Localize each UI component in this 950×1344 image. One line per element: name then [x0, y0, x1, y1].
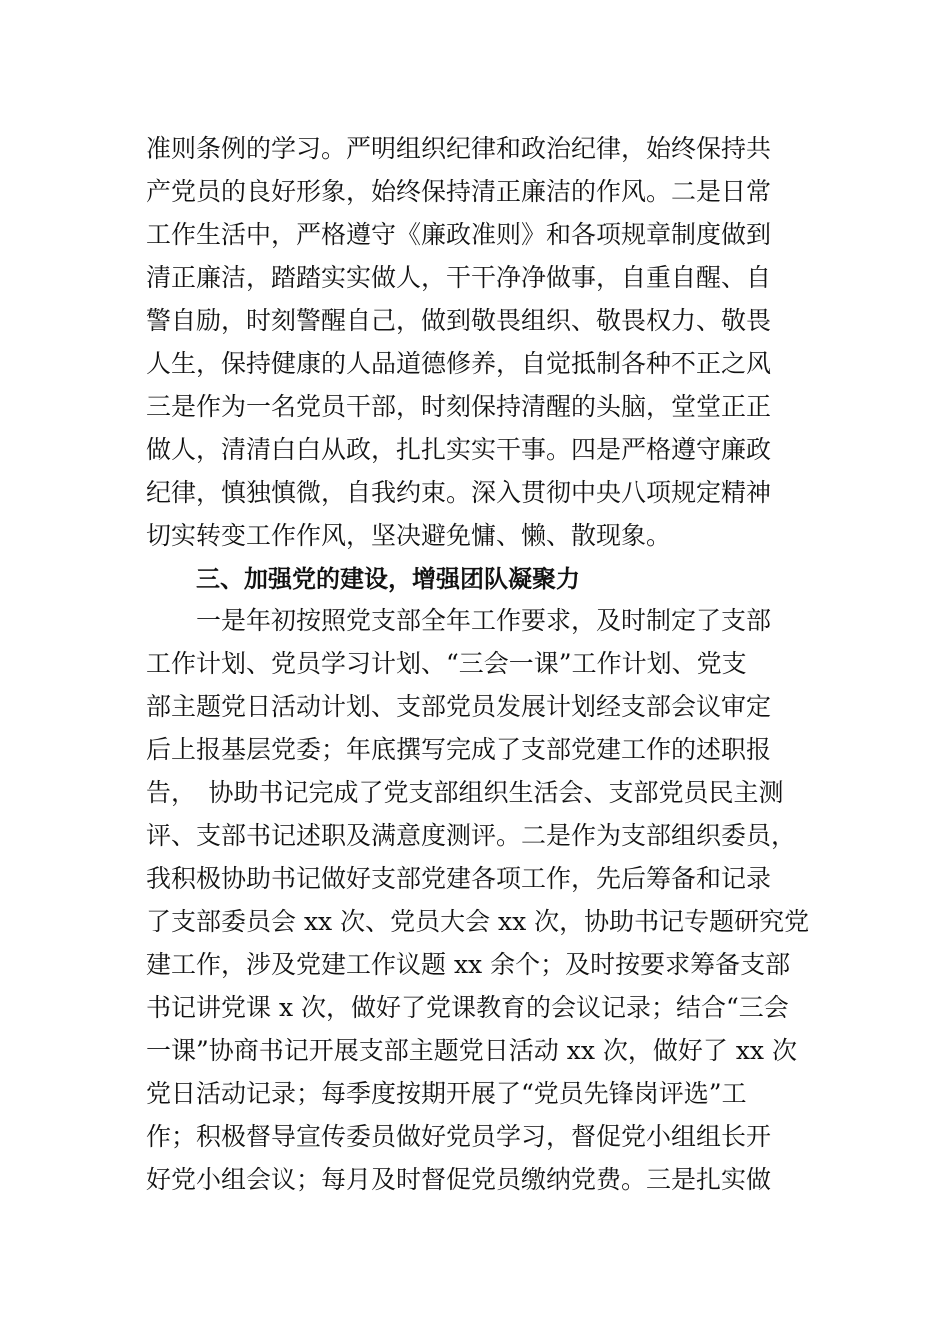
paragraph-line: 了支部委员会 xx 次、党员大会 xx 次，协助书记专题研究党: [146, 907, 810, 936]
paragraph-line: 产党员的良好形象，始终保持清正廉洁的作风。二是日常: [146, 177, 772, 206]
paragraph-line: 作；积极督导宣传委员做好党员学习，督促党小组组长开: [146, 1122, 772, 1151]
paragraph-line: 做人，清清白白从政，扎扎实实干事。四是严格遵守廉政: [146, 435, 772, 464]
paragraph-line: 警自励，时刻警醒自己，做到敬畏组织、敬畏权力、敬畏: [146, 306, 772, 335]
paragraph-line: 人生，保持健康的人品道德修养，自觉抵制各种不正之风: [146, 349, 772, 378]
paragraph-line: 党日活动记录；每季度按期开展了“党员先锋岗评选”工: [146, 1079, 747, 1108]
paragraph-line: 评、支部书记述职及满意度测评。二是作为支部组织委员，: [146, 821, 797, 850]
paragraph-line: 纪律，慎独慎微，自我约束。深入贯彻中央八项规定精神: [146, 478, 772, 507]
paragraph-line: 部主题党日活动计划、支部党员发展计划经支部会议审定: [146, 692, 772, 721]
paragraph-line: 清正廉洁，踏踏实实做人，干干净净做事，自重自醒、自: [146, 263, 772, 292]
paragraph-line: 工作生活中，严格遵守《廉政准则》和各项规章制度做到: [146, 220, 772, 249]
paragraph-line: 一课”协商书记开展支部主题党日活动 xx 次，做好了 xx 次: [146, 1036, 797, 1065]
paragraph-line: 告， 协助书记完成了党支部组织生活会、支部党员民主测: [146, 778, 784, 807]
paragraph-line: 书记讲党课 x 次，做好了党课教育的会议记录；结合“三会: [146, 993, 789, 1022]
paragraph-line: 后上报基层党委；年底撰写完成了支部党建工作的述职报: [146, 735, 772, 764]
paragraph-line: 三是作为一名党员干部，时刻保持清醒的头脑，堂堂正正: [146, 392, 772, 421]
paragraph-line: 切实转变工作作风，坚决避免慵、懒、散现象。: [146, 521, 672, 550]
section-heading: 三、加强党的建设，增强团队凝聚力: [196, 565, 580, 593]
paragraph-line: 我积极协助书记做好支部党建各项工作，先后筹备和记录: [146, 864, 772, 893]
paragraph-line: 准则条例的学习。严明组织纪律和政治纪律，始终保持共: [146, 134, 772, 163]
paragraph-line: 好党小组会议；每月及时督促党员缴纳党费。三是扎实做: [146, 1165, 772, 1194]
paragraph-line: 工作计划、党员学习计划、“三会一课”工作计划、党支: [146, 649, 747, 678]
paragraph-line: 一是年初按照党支部全年工作要求，及时制定了支部: [146, 606, 772, 635]
paragraph-line: 建工作，涉及党建工作议题 xx 余个；及时按要求筹备支部: [146, 950, 791, 979]
